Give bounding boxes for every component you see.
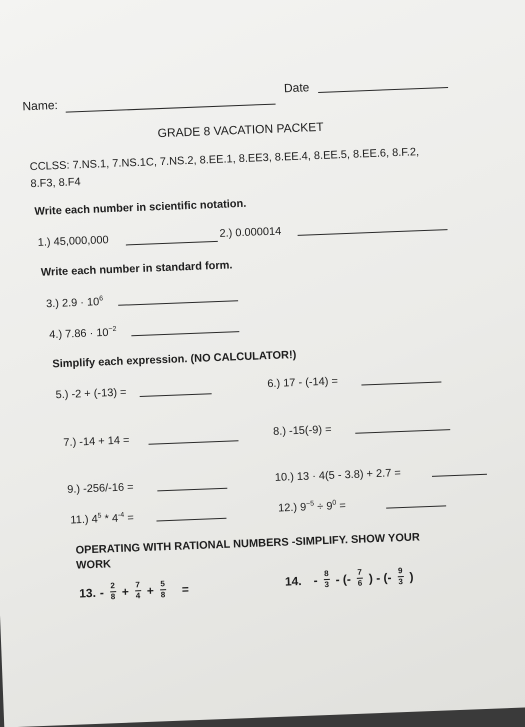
section-rational-numbers-heading-line-2: WORK	[75, 558, 112, 572]
fraction-13-c: $\frac{5}{8}$	[160, 579, 166, 600]
question-3: 3.) $2.9 \cdot 10^6$	[45, 295, 104, 311]
fraction-13-b: $\frac{7}{4}$	[135, 580, 141, 601]
question-8: 8.) -15(-9) =	[272, 423, 332, 438]
answer-blank-10[interactable]	[432, 474, 487, 477]
question-6: 6.) 17 - (-14) =	[267, 375, 339, 391]
section-scientific-notation-heading: Write each number in scientific notation.	[34, 197, 247, 218]
question-2: 2.) 0.000014	[219, 225, 282, 240]
question-9: 9.) -256/-16 =	[67, 481, 134, 496]
question-1: 1.) 45,000,000	[37, 234, 109, 249]
answer-blank-3[interactable]	[118, 300, 238, 306]
standards-line-1: CCLSS: 7.NS.1, 7.NS.1C, 7.NS.2, 8.EE.1, 8.EE3, 8.EE.4, 8.EE.5, 8.EE.6, 8.F.2,	[29, 146, 420, 174]
question-7: 7.) -14 + 14 =	[63, 434, 130, 449]
date-blank[interactable]	[318, 87, 448, 93]
question-13: 13. - $\frac{2}{8}$ + $\frac{7}{4}$ + $\frac{5}{8}$ =	[78, 579, 190, 602]
page-title: GRADE 8 VACATION PACKET	[157, 119, 324, 141]
fraction-14-b: $\frac{7}{6}$	[357, 567, 363, 588]
fraction-14-c: $\frac{9}{3}$	[397, 566, 404, 587]
answer-blank-8[interactable]	[355, 429, 450, 434]
question-14: 14. - $\frac{8}{3}$ - (- $\frac{7}{6}$ ) - (- $\frac{9}{3}$ )	[284, 566, 414, 590]
answer-blank-9[interactable]	[157, 488, 227, 492]
answer-blank-2[interactable]	[298, 229, 448, 236]
question-4: 4.) $7.86 \cdot 10^{-2}$	[49, 325, 117, 342]
fraction-13-a: $\frac{2}{8}$	[110, 581, 116, 602]
section-simplify-heading: Simplify each expression. (NO CALCULATOR!)	[52, 348, 297, 371]
answer-blank-1[interactable]	[126, 241, 218, 246]
answer-blank-5[interactable]	[140, 393, 212, 397]
fraction-14-a: $\frac{8}{3}$	[323, 568, 330, 590]
answer-blank-7[interactable]	[149, 440, 239, 444]
answer-blank-4[interactable]	[131, 331, 239, 336]
section-rational-numbers-heading-line-1: OPERATING WITH RATIONAL NUMBERS -SIMPLIFY. SHOW YOUR	[75, 531, 421, 557]
question-10: 10.) 13 · 4(5 - 3.8) + 2.7 =	[274, 467, 402, 484]
name-label: Name:	[22, 97, 59, 114]
answer-blank-6[interactable]	[361, 381, 441, 385]
question-5: 5.) -2 + (-13) =	[55, 386, 127, 402]
standards-line-2: 8.F3, 8.F4	[30, 176, 81, 191]
answer-blank-11[interactable]	[156, 518, 226, 522]
answer-blank-12[interactable]	[386, 505, 446, 508]
section-standard-form-heading: Write each number in standard form.	[40, 259, 233, 279]
question-11: 11.) $4^5 * 4^{-4}$ =	[70, 511, 135, 527]
name-blank[interactable]	[66, 104, 276, 113]
date-label: Date	[283, 80, 310, 96]
question-12: 12.) $9^{-5} \div 9^0$ =	[277, 499, 347, 515]
